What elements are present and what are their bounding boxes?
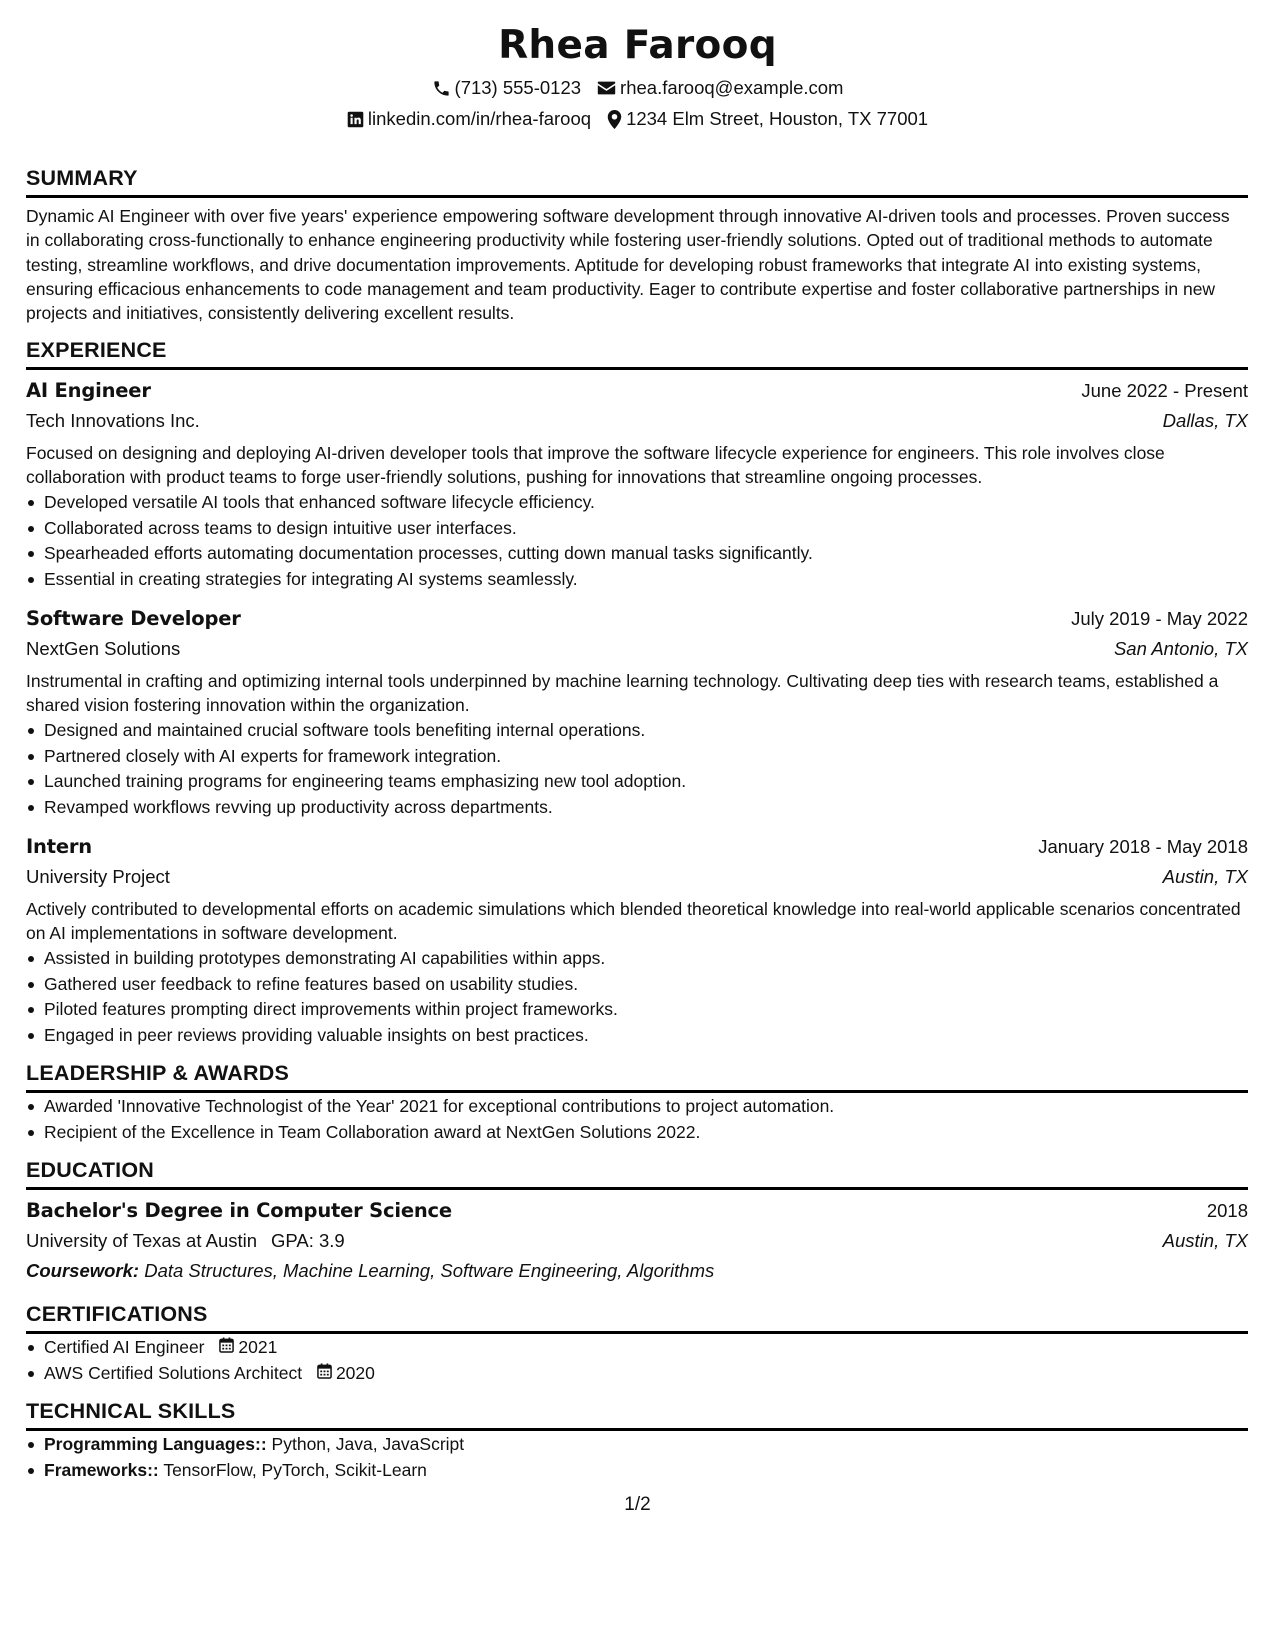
contact-row-1 <box>0 76 1275 100</box>
list-item: Engaged in peer reviews providing valuable insights on best practices. <box>44 1023 1248 1049</box>
summary-section <box>26 164 1248 325</box>
degree-title: Bachelor's Degree in Computer Science <box>26 1199 452 1223</box>
list-item: Collaborated across teams to design intuitive user interfaces. <box>44 516 1248 542</box>
contact-row-2 <box>0 107 1275 131</box>
skill-values: Python, Java, JavaScript <box>271 1434 465 1455</box>
resume-body <box>26 164 1248 1494</box>
company-name: University Project <box>26 866 170 888</box>
candidate-name: Rhea Farooq <box>498 23 777 68</box>
job-date: June 2022 - Present <box>1081 380 1248 402</box>
job-entry <box>26 832 1248 1048</box>
job-title: AI Engineer <box>26 379 151 403</box>
job-bullet-list <box>26 718 1248 820</box>
job-title: Intern <box>26 835 92 859</box>
skill-category: Frameworks:: <box>44 1459 159 1480</box>
list-item: Awarded 'Innovative Technologist of the Year' 2021 for exceptional contributions to project automation. <box>44 1094 1248 1120</box>
job-location: Dallas, TX <box>1162 410 1248 432</box>
awards-section <box>26 1059 1248 1145</box>
certification-year: 2021 <box>238 1337 278 1358</box>
graduation-year: 2018 <box>1206 1200 1248 1222</box>
skill-values: TensorFlow, PyTorch, Scikit-Learn <box>163 1459 427 1480</box>
linkedin-icon <box>347 111 364 128</box>
skills-section <box>26 1397 1248 1483</box>
linkedin-contact[interactable] <box>347 107 591 131</box>
calendar-icon <box>219 1335 234 1361</box>
company-name: Tech Innovations Inc. <box>26 410 200 432</box>
address-contact <box>607 107 928 131</box>
skills-list <box>26 1432 1248 1483</box>
skill-category: Programming Languages:: <box>44 1434 267 1455</box>
company-name: NextGen Solutions <box>26 638 181 660</box>
coursework-line <box>26 1256 1248 1286</box>
phone-contact <box>432 76 582 100</box>
job-description: Instrumental in crafting and optimizing internal tools underpinned by machine learning technology. Cultivating deep ties with research teams, established a shared vision fostering innovation within the organization. <box>26 671 1219 715</box>
education-entry <box>26 1196 1248 1286</box>
certifications-list <box>26 1335 1248 1386</box>
coursework-list: Data Structures, Machine Learning, Software Engineering, Algorithms <box>144 1260 715 1282</box>
list-item: Partnered closely with AI experts for framework integration. <box>44 744 1248 770</box>
certification-date <box>219 1335 277 1361</box>
job-location: San Antonio, TX <box>1113 638 1248 660</box>
email-link[interactable]: rhea.farooq@example.com <box>620 77 844 98</box>
certification-date <box>317 1361 375 1387</box>
job-date: January 2018 - May 2018 <box>1038 836 1248 858</box>
education-section <box>26 1156 1248 1286</box>
job-description: Focused on designing and deploying AI-driven developer tools that improve the software lifecycle experience for engineers. This role involves close collaboration with product teams to forge user-friendly solutions, pushing for innovations that streamline ongoing processes. <box>26 443 1165 487</box>
list-item: Gathered user feedback to refine features based on usability studies. <box>44 972 1248 998</box>
resume-header <box>0 22 1275 131</box>
job-bullet-list <box>26 490 1248 592</box>
phone-number: (713) 555-0123 <box>454 77 582 98</box>
list-item: Revamped workflows revving up productivity across departments. <box>44 795 1248 821</box>
job-location: Austin, TX <box>1162 866 1248 888</box>
experience-section <box>26 336 1248 1048</box>
job-entry <box>26 376 1248 592</box>
list-item: Designed and maintained crucial software tools benefiting internal operations. <box>44 718 1248 744</box>
job-description: Actively contributed to developmental efforts on academic simulations which blended theoretical knowledge into real-world applicable scenarios concentrated on AI implementations in software development. <box>26 899 1241 943</box>
section-title-summary: SUMMARY <box>26 164 1248 198</box>
certification-name: Certified AI Engineer <box>44 1337 205 1358</box>
list-item: Launched training programs for engineering teams emphasizing new tool adoption. <box>44 769 1248 795</box>
calendar-icon <box>317 1361 332 1387</box>
certification-name: AWS Certified Solutions Architect <box>44 1362 303 1383</box>
summary-text: Dynamic AI Engineer with over five years' experience empowering software development through innovative AI-driven tools and processes. Proven success in collaborating cross-functionally to enhance engineering productivity while fostering user-friendly solutions. Opted out of traditional methods to automate testing, streamline workflows, and drive documentation improvements. Aptitude for developing robust frameworks that integrate AI into existing systems, ensuring efficacious enhancements to code management and team productivity. Eager to contribute expertise and foster collaborative partnerships in new projects and initiatives, consistently delivering excellent results. <box>26 206 1230 324</box>
linkedin-link[interactable]: linkedin.com/in/rhea-farooq <box>367 108 592 129</box>
section-title-experience: EXPERIENCE <box>26 336 1248 370</box>
list-item <box>44 1361 1248 1387</box>
list-item <box>44 1432 1248 1458</box>
certification-year: 2020 <box>335 1362 375 1383</box>
gpa: GPA: 3.9 <box>271 1230 345 1252</box>
section-title-certifications: CERTIFICATIONS <box>26 1300 1248 1334</box>
section-title-awards: LEADERSHIP & AWARDS <box>26 1059 1248 1093</box>
list-item: Assisted in building prototypes demonstrating AI capabilities within apps. <box>44 946 1248 972</box>
list-item <box>44 1458 1248 1484</box>
school-line <box>26 1226 345 1256</box>
list-item <box>44 1335 1248 1361</box>
coursework-label: Coursework: <box>26 1260 140 1282</box>
section-title-skills: TECHNICAL SKILLS <box>26 1397 1248 1431</box>
job-entry <box>26 604 1248 820</box>
email-contact[interactable] <box>597 76 843 100</box>
school-location: Austin, TX <box>1162 1230 1248 1252</box>
address-text: 1234 Elm Street, Houston, TX 77001 <box>626 108 929 129</box>
list-item: Spearheaded efforts automating documentation processes, cutting down manual tasks significantly. <box>44 541 1248 567</box>
list-item: Developed versatile AI tools that enhanced software lifecycle efficiency. <box>44 490 1248 516</box>
job-title: Software Developer <box>26 607 241 631</box>
map-pin-icon <box>607 110 622 129</box>
job-date: July 2019 - May 2022 <box>1071 608 1248 630</box>
list-item: Recipient of the Excellence in Team Collaboration award at NextGen Solutions 2022. <box>44 1120 1248 1146</box>
school-name: University of Texas at Austin <box>26 1230 258 1252</box>
phone-icon <box>432 79 451 98</box>
certifications-section <box>26 1300 1248 1386</box>
list-item: Essential in creating strategies for integrating AI systems seamlessly. <box>44 567 1248 593</box>
page-number: 1/2 <box>624 1494 651 1515</box>
section-title-education: EDUCATION <box>26 1156 1248 1190</box>
awards-list <box>26 1094 1248 1145</box>
job-bullet-list <box>26 946 1248 1048</box>
envelope-icon <box>597 80 616 96</box>
list-item: Piloted features prompting direct improvements within project frameworks. <box>44 997 1248 1023</box>
